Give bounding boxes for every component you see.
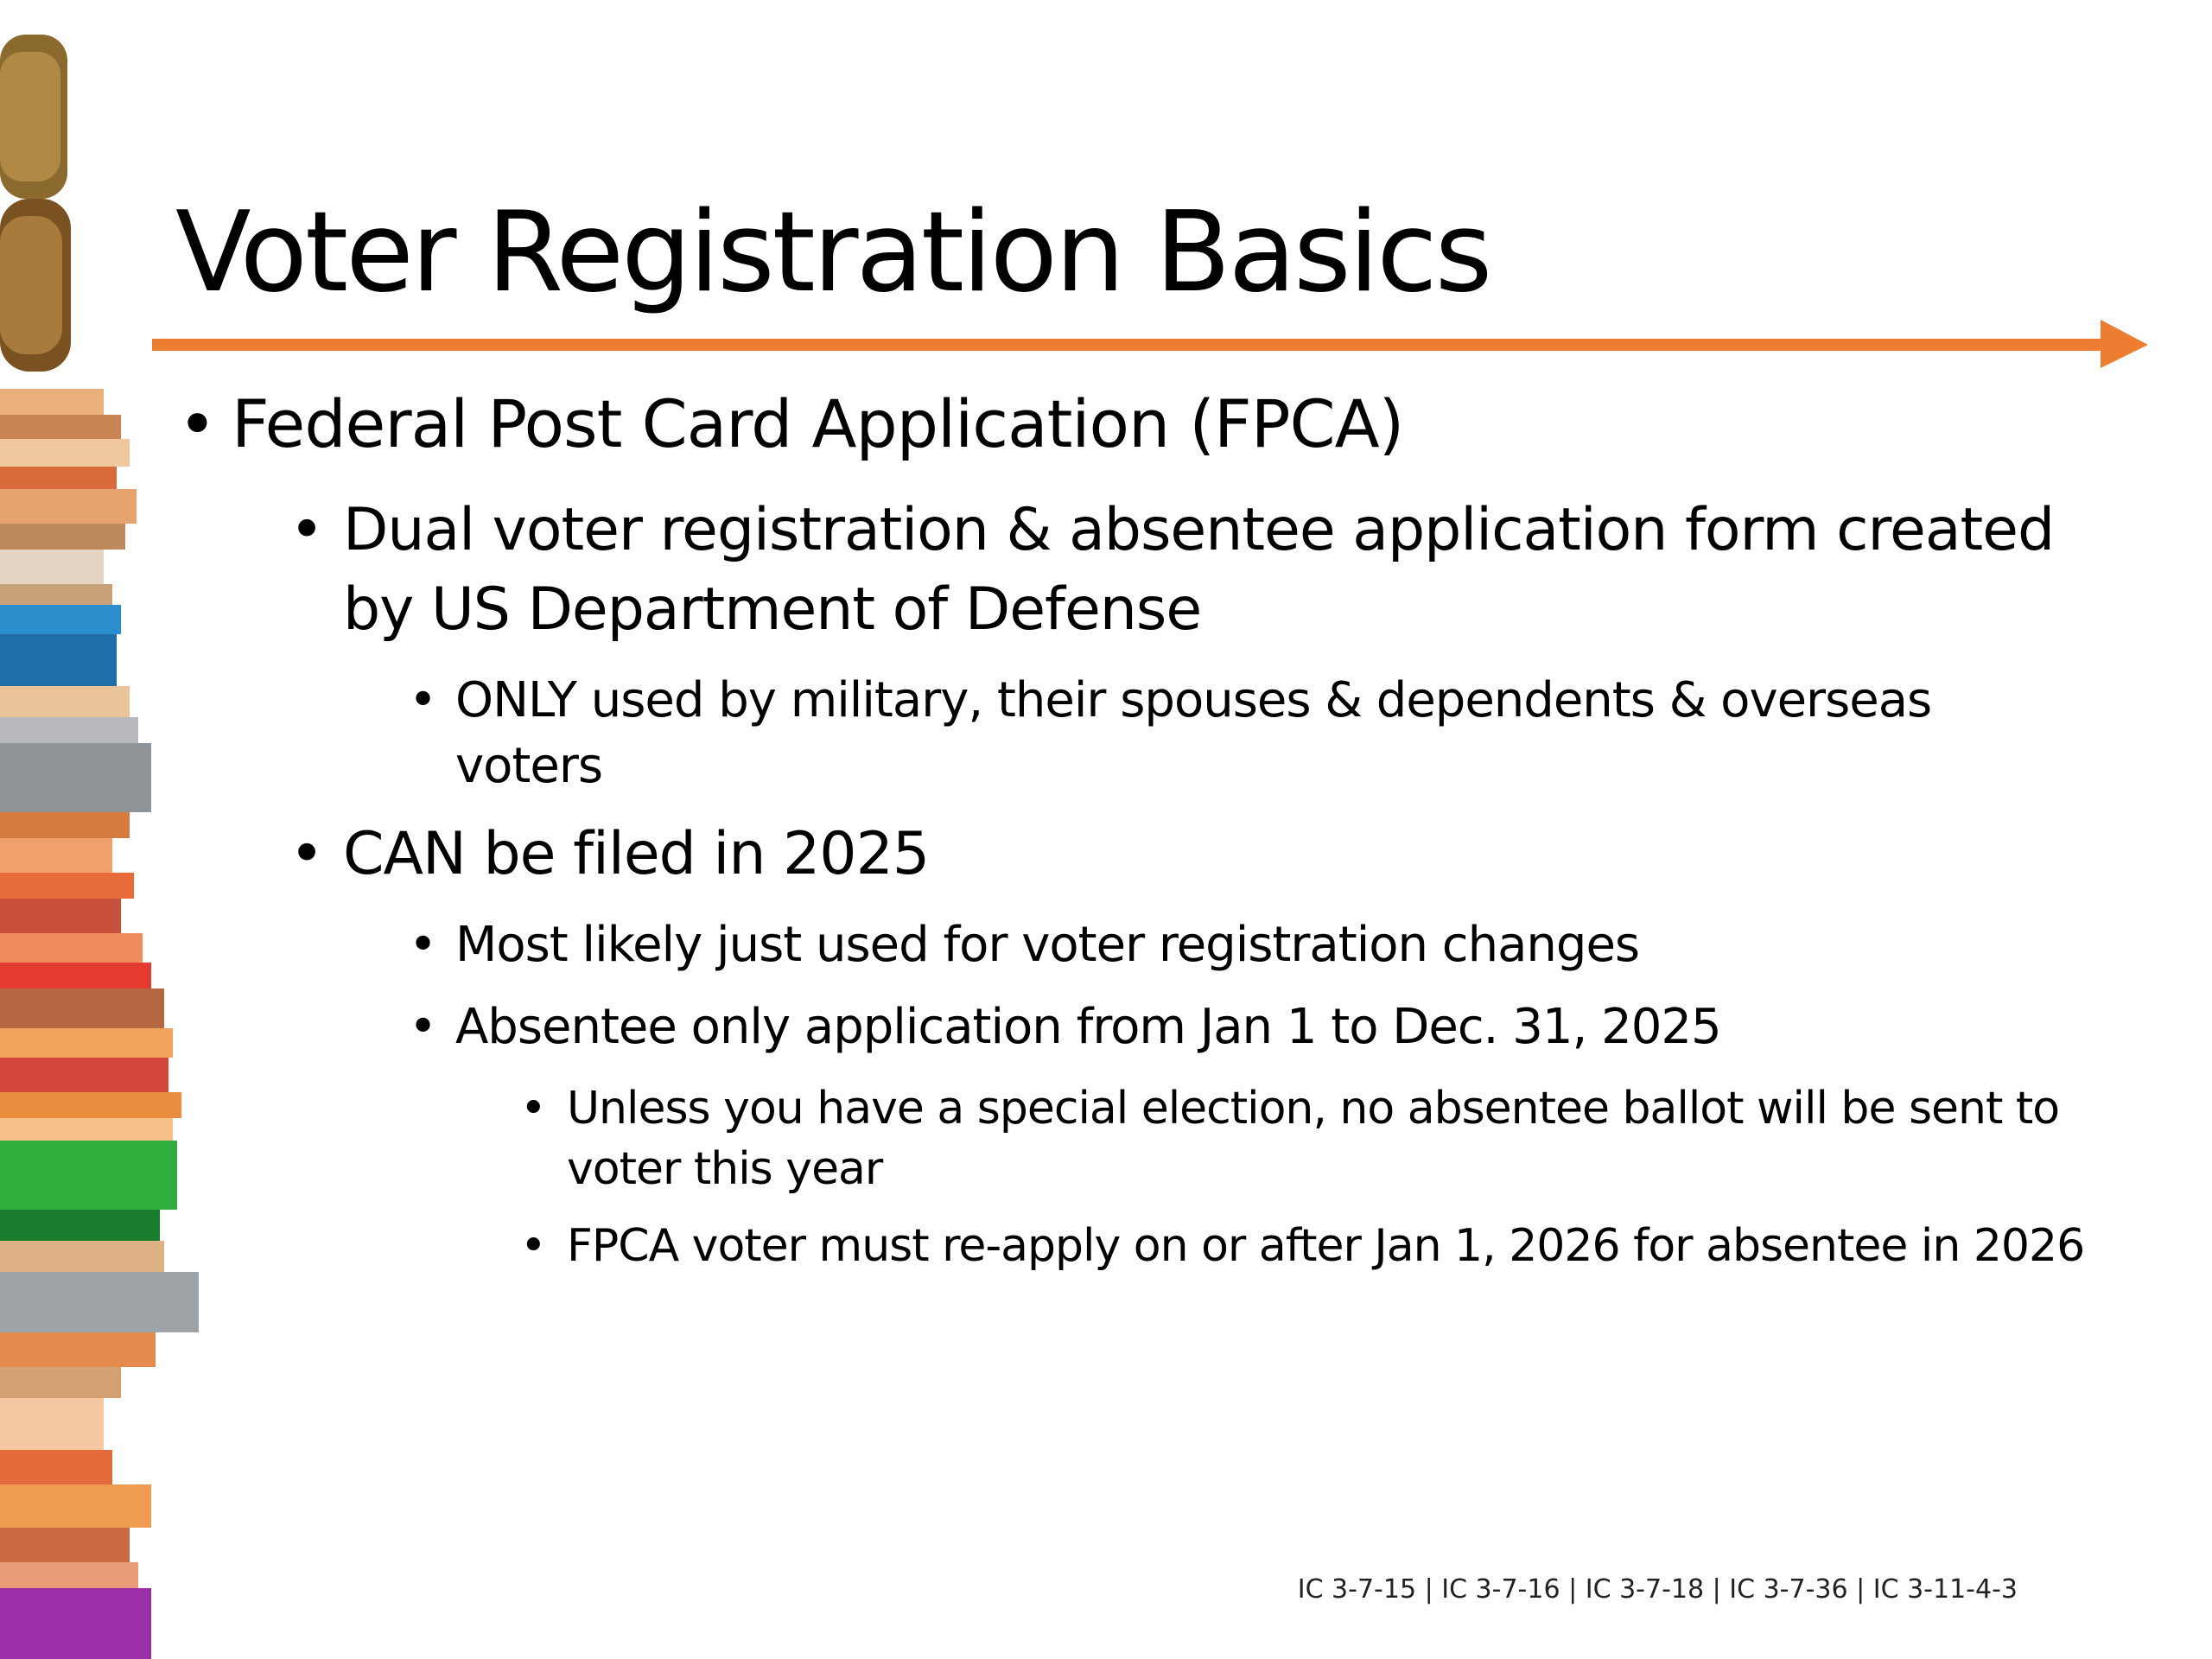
bullet-level2 xyxy=(289,491,2071,650)
bullet-dot: • xyxy=(178,385,216,462)
bullet-dot: • xyxy=(409,917,437,973)
bullet-level4 xyxy=(520,1078,2088,1199)
bullet-dot: • xyxy=(289,820,324,888)
slide-title: Voter Registration Basics xyxy=(175,188,1491,317)
bullet-level4 xyxy=(520,1216,2088,1276)
bullet-dot: • xyxy=(520,1220,546,1272)
bullet-text: Absentee only application from Jan 1 to Dec. 31, 2025 xyxy=(455,999,1721,1055)
bullet-level1 xyxy=(178,385,1404,464)
bullet-text: CAN be filed in 2025 xyxy=(343,820,930,888)
bullet-dot: • xyxy=(289,496,324,564)
footer-citation: IC 3-7-15 | IC 3-7-16 | IC 3-7-18 | IC 3-7-36 | IC 3-11-4-3 xyxy=(1297,1574,2018,1605)
bullet-level2 xyxy=(289,815,2071,894)
bullet-level3 xyxy=(409,995,2097,1060)
bullet-text: Most likely just used for voter registration changes xyxy=(455,917,1640,973)
bullet-text: FPCA voter must re-apply on or after Jan 1, 2026 for absentee in 2026 xyxy=(567,1220,2085,1272)
bullet-text: Unless you have a special election, no absentee ballot will be sent to voter this year xyxy=(567,1083,2060,1195)
bullet-text: Federal Post Card Application (FPCA) xyxy=(232,385,1404,462)
bullet-dot: • xyxy=(409,999,437,1055)
bullet-text: ONLY used by military, their spouses & dependents & overseas voters xyxy=(455,672,1932,794)
bullet-dot: • xyxy=(520,1083,546,1135)
bullet-level3 xyxy=(409,912,2097,978)
bullet-dot: • xyxy=(409,672,437,728)
bullet-text: Dual voter registration & absentee application form created by US Department of Defense xyxy=(343,496,2055,644)
bullet-level3 xyxy=(409,668,2080,799)
